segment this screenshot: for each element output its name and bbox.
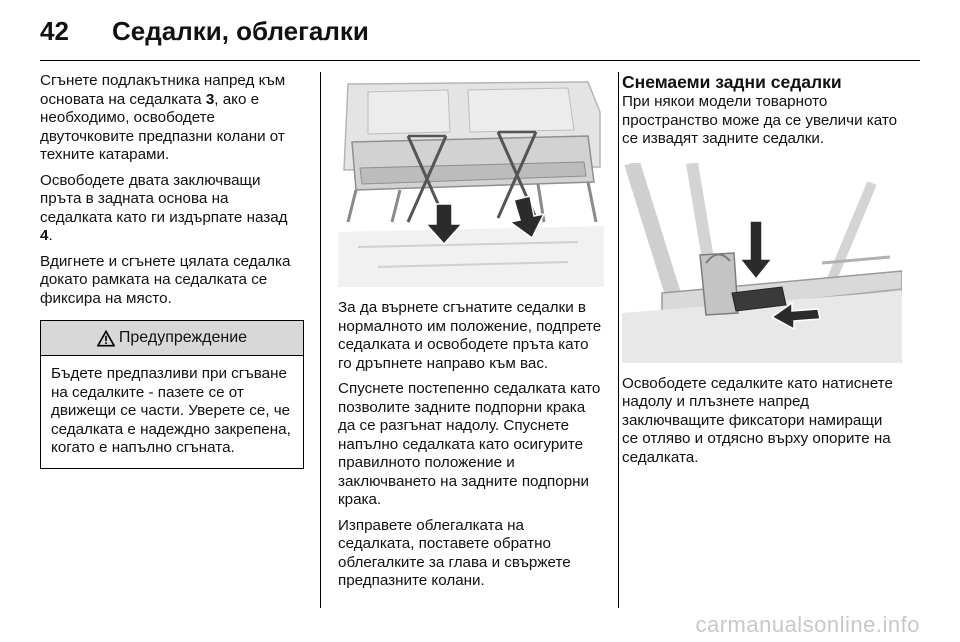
callout-number: 4: [40, 227, 49, 244]
warning-title: Предупреждение: [118, 328, 248, 346]
paragraph-removable-intro: При някои модели товарното пространство може да се увеличи като се извадят задните седалки.: [622, 93, 898, 147]
warning-text: Бъдете предпазливи при сгъване на седалките - пазете се от движещи се части. Уверете се, че седалката е надеждно закрепена, когато е напълно сгъната.: [51, 365, 291, 456]
column-1: [40, 72, 304, 469]
warning-header: [41, 321, 303, 356]
column-divider-1: [320, 72, 321, 608]
paragraph-release-rods: Освободете двата заключващи пръта в задната основа на седалката като ги издърпате назад 4.: [40, 171, 288, 244]
paragraph-fold-seat: Вдигнете и сгънете цялата седалка докато рамката на седалката се фиксира на място.: [40, 252, 291, 307]
paragraph-release-latches: Освободете седалките като натиснете надолу и плъзнете напред заключващите фиксатори намиращи се отляво и отдясно върху опорите на седалката.: [622, 374, 893, 466]
warning-box: [40, 320, 304, 469]
warning-triangle-icon: [97, 330, 115, 347]
section-heading: Снемаеми задни седалки: [622, 72, 842, 92]
folded-seat-illustration: [338, 72, 604, 287]
page-number: 42: [40, 16, 69, 46]
callout-number: 3: [205, 90, 215, 108]
paragraph-return-seats: За да върнете сгънатите седалки в нормалното им положение, подпрете седалката и освободете пръта като го дръпнете направо към вас.: [338, 299, 602, 372]
column-2: [338, 72, 604, 598]
page-title: Седалки, облегалки: [112, 16, 369, 46]
paragraph-upright-backrest: Изправете облегалката на седалката, поставете обратно облегалките за глава и свържете предпазните колани.: [338, 516, 571, 589]
watermark: carmanualsonline.info: [695, 612, 920, 637]
column-3: [622, 72, 902, 474]
paragraph-lower-seat: Спуснете постепенно седалката като позволите задните подпорни крака да се разгънат надолу. Спуснете напълно седалката като осигурите правилното положение и заключването на задните подпорни крака.: [338, 380, 601, 508]
paragraph-fold-armrest: Сгънете подлакътника напред към основата на седалката 3, ако е необходимо, освободете двуточковите предпазни колани от техните катарами.: [40, 72, 286, 163]
column-divider-2: [618, 72, 619, 608]
page-header: [40, 16, 369, 48]
seat-latch-illustration: [622, 163, 902, 363]
header-divider: [40, 60, 920, 61]
